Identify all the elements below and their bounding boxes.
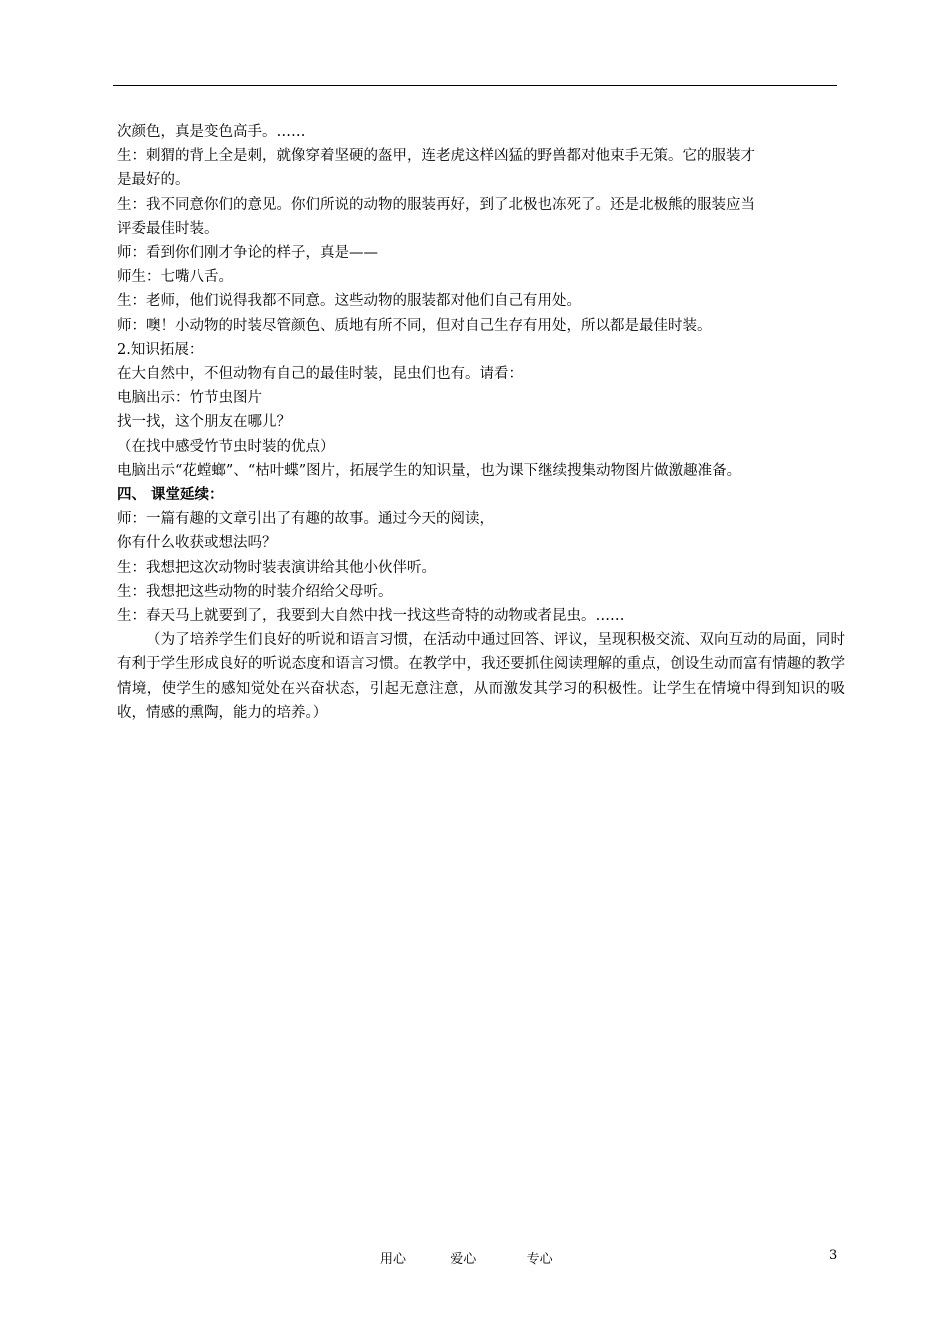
header-rule [113, 85, 837, 86]
text-line: 生：刺猬的背上全是刺，就像穿着坚硬的盔甲，连老虎这样凶猛的野兽都对他束手无策。它的服装才 [117, 148, 755, 165]
text-line: 生：我想把这些动物的时装介绍给父母听。 [117, 583, 393, 600]
text-line: 你有什么收获或想法吗？ [117, 535, 277, 552]
text-line: 生：我想把这次动物时装表演讲给其他小伙伴听。 [117, 559, 436, 576]
closing-paragraph: （为了培养学生们良好的听说和语言习惯，在活动中通过回答、评议，呈现积极交流、双向互动的局面，同时有利于学生形成良好的听说态度和语言习惯。在教学中，我还要抓住阅读理解的重点，创设生动而富有情趣的教学情境，使学生的感知觉处在兴奋状态，引起无意注意，从而激发其学习的积极性。让学生在情境中得到知识的吸收，情感的熏陶，能力的培养。） [117, 632, 845, 721]
text-line: 在大自然中，不但动物有自己的最佳时装，昆虫们也有。请看： [117, 366, 523, 383]
text-line: 是最好的。 [117, 172, 190, 189]
text-line: 生：我不同意你们的意见。你们所说的动物的服装再好，到了北极也冻死了。还是北极熊的服装应当 [117, 196, 755, 213]
text-line: 电脑出示“花螳螂”、“枯叶蝶”图片，拓展学生的知识量，也为课下继续搜集动物图片做激趣准备。 [117, 462, 742, 479]
footer-word: 爱心 [450, 1252, 477, 1267]
text-line: 生：春天马上就要到了，我要到大自然中找一找这些奇特的动物或者昆虫。…… [117, 608, 625, 625]
document-body [117, 120, 845, 725]
footer-word: 专心 [526, 1252, 553, 1267]
section-heading: 四、 课堂延续： [117, 486, 224, 504]
text-line: 师：噢！小动物的时装尽管颜色、质地有所不同，但对自己生存有用处，所以都是最佳时装。 [117, 317, 712, 334]
text-line: 生：老师，他们说得我都不同意。这些动物的服装都对他们自己有用处。 [117, 293, 581, 310]
section-subheading: 2.知识拓展： [117, 341, 204, 358]
text-line: 电脑出示：竹节虫图片 [117, 390, 262, 407]
text-line: 师生：七嘴八舌。 [117, 269, 233, 286]
text-line: 师：看到你们刚才争论的样子，真是—— [117, 245, 378, 262]
footer-word: 用心 [380, 1252, 407, 1267]
text-line: 师：一篇有趣的文章引出了有趣的故事。通过今天的阅读， [117, 511, 494, 528]
page-footer [0, 1248, 950, 1268]
text-line: 次颜色，真是变色高手。…… [117, 124, 306, 140]
text-line: 找一找，这个朋友在哪儿？ [117, 414, 291, 431]
footer-motto [380, 1248, 553, 1267]
page-number: 3 [829, 1248, 838, 1263]
text-line: （在找中感受竹节虫时装的优点） [117, 438, 335, 455]
text-line: 评委最佳时装。 [117, 220, 219, 237]
